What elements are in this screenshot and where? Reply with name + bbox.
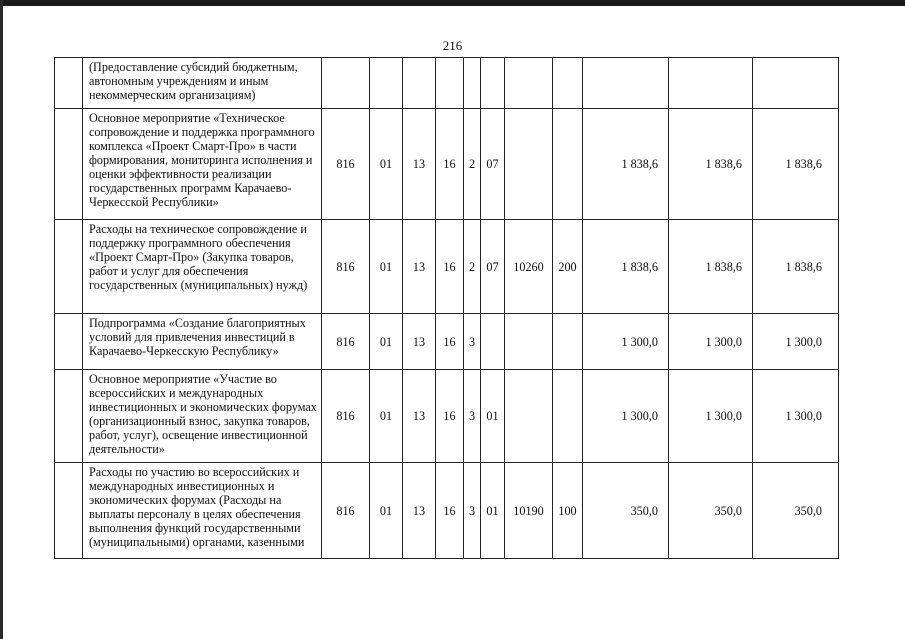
subsection-code-cell: 13 [403,370,436,463]
amount-year-1-cell: 350,0 [583,463,669,559]
row-name-cell: Основное мероприятие «Техническое сопровождение и поддержка программного комплекса «Проект Смарт-Про» в части формирования, мониторинга исполнения и оценки эффективности реализации государственных программ Карачаево-Черкесской Республики» [83,109,322,220]
direction-code-cell [505,370,553,463]
expense-type-cell: 200 [553,220,583,314]
subsection-code-cell [403,58,436,109]
event-code-cell: 01 [481,370,505,463]
event-code-cell [481,314,505,370]
subprogram-code-cell: 3 [464,463,481,559]
row-name-cell: Расходы по участию во всероссийских и международных инвестиционных и экономических форумах (Расходы на выплаты персоналу в целях обеспечения выполнения функций государственными (муниципальными) органами, казенными [83,463,322,559]
amount-year-1-cell: 1 838,6 [583,220,669,314]
amount-year-2-cell: 1 838,6 [669,220,753,314]
row-number-cell [55,370,83,463]
row-name-cell: Подпрограмма «Создание благоприятных условий для привлечения инвестиций в Карачаево-Черкесскую Республику» [83,314,322,370]
amount-year-1-cell: 1 300,0 [583,314,669,370]
section-code-cell: 01 [370,314,403,370]
program-code-cell: 16 [436,463,464,559]
scan-left-border [0,0,3,639]
expense-type-cell [553,109,583,220]
row-name-cell: Основное мероприятие «Участие во всероссийских и международных инвестиционных и экономических форумах (организационный взнос, закупка товаров, работ, услуг), освещение инвестиционной деятельности» [83,370,322,463]
table-row [55,463,839,559]
section-code-cell: 01 [370,463,403,559]
amount-year-3-cell [753,58,839,109]
program-code-cell [436,58,464,109]
event-code-cell: 07 [481,220,505,314]
admin-code-cell: 816 [322,370,370,463]
amount-year-1-cell [583,58,669,109]
admin-code-cell: 816 [322,314,370,370]
subsection-code-cell: 13 [403,314,436,370]
subsection-code-cell: 13 [403,463,436,559]
amount-year-2-cell: 1 838,6 [669,109,753,220]
subsection-code-cell: 13 [403,109,436,220]
subsection-code-cell: 13 [403,220,436,314]
page-number: 216 [442,38,463,53]
expense-type-cell [553,370,583,463]
amount-year-3-cell: 1 300,0 [753,370,839,463]
direction-code-cell [505,58,553,109]
subprogram-code-cell [464,58,481,109]
admin-code-cell: 816 [322,220,370,314]
budget-table [54,57,839,559]
scan-top-border [0,0,905,6]
amount-year-3-cell: 1 838,6 [753,220,839,314]
expense-type-cell: 100 [553,463,583,559]
row-name-cell: Расходы на техническое сопровождение и поддержку программного обеспечения «Проект Смарт-Про» (Закупка товаров, работ и услуг для обеспечения государственных (муниципальных) нужд) [83,220,322,314]
admin-code-cell: 816 [322,109,370,220]
admin-code-cell [322,58,370,109]
section-code-cell: 01 [370,220,403,314]
expense-type-cell [553,314,583,370]
row-number-cell [55,109,83,220]
amount-year-3-cell: 350,0 [753,463,839,559]
event-code-cell [481,58,505,109]
table-row [55,220,839,314]
table-row [55,109,839,220]
subprogram-code-cell: 3 [464,314,481,370]
subprogram-code-cell: 2 [464,109,481,220]
section-code-cell: 01 [370,109,403,220]
program-code-cell: 16 [436,370,464,463]
expense-type-cell [553,58,583,109]
amount-year-3-cell: 1 838,6 [753,109,839,220]
program-code-cell: 16 [436,109,464,220]
table-row [55,314,839,370]
amount-year-3-cell: 1 300,0 [753,314,839,370]
event-code-cell: 01 [481,463,505,559]
amount-year-2-cell [669,58,753,109]
direction-code-cell: 10190 [505,463,553,559]
table-row [55,370,839,463]
row-number-cell [55,58,83,109]
amount-year-1-cell: 1 838,6 [583,109,669,220]
section-code-cell [370,58,403,109]
amount-year-2-cell: 1 300,0 [669,370,753,463]
section-code-cell: 01 [370,370,403,463]
direction-code-cell [505,109,553,220]
amount-year-1-cell: 1 300,0 [583,370,669,463]
program-code-cell: 16 [436,220,464,314]
row-name-cell: (Предоставление субсидий бюджетным, автономным учреждениям и иным некоммерческим организациям) [83,58,322,109]
direction-code-cell [505,314,553,370]
admin-code-cell: 816 [322,463,370,559]
event-code-cell: 07 [481,109,505,220]
row-number-cell [55,463,83,559]
table-row [55,58,839,109]
row-number-cell [55,314,83,370]
program-code-cell: 16 [436,314,464,370]
amount-year-2-cell: 350,0 [669,463,753,559]
direction-code-cell: 10260 [505,220,553,314]
amount-year-2-cell: 1 300,0 [669,314,753,370]
subprogram-code-cell: 3 [464,370,481,463]
subprogram-code-cell: 2 [464,220,481,314]
row-number-cell [55,220,83,314]
